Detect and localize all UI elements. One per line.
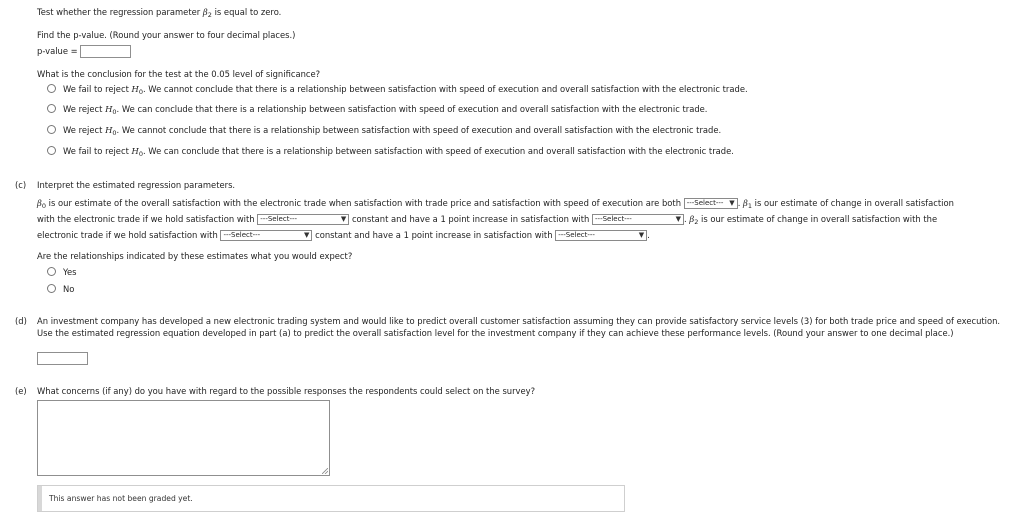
concerns-textarea[interactable] bbox=[37, 400, 330, 476]
option-yes[interactable]: Yes bbox=[47, 267, 77, 277]
conclusion-option-2[interactable]: We reject $H_0$. We can conclude that there is a relationship between satisfaction with speed of execution and overall satisfaction with the electronic trade. bbox=[47, 104, 707, 116]
grading-status-box bbox=[37, 485, 625, 512]
resize-grip-icon[interactable] bbox=[322, 468, 328, 474]
part-d-label: (d) bbox=[15, 316, 27, 326]
chevron-down-icon: ▼ bbox=[304, 231, 310, 239]
part-c-title: Interpret the estimated regression parameters. bbox=[37, 180, 236, 190]
conclusion-option-3[interactable]: We reject $H_0$. We cannot conclude that there is a relationship between satisfaction with speed of execution and overall satisfaction with the electronic trade. bbox=[47, 125, 721, 137]
interpretation-line-3: electronic trade if we hold satisfaction with ---Select--- ▼ constant and have a 1 point increase in satisfaction with ---Select--- ▼ . bbox=[37, 230, 650, 240]
test-instruction: Test whether the regression parameter $\beta_2$ is equal to zero. bbox=[37, 7, 282, 19]
interpretation-line-1: $\beta_0$ is our estimate of the overall satisfaction with the electronic trade when satisfaction with trade price and satisfaction with speed of execution are both ---Select--- ▼ . $\beta_1$ is our estimate of change in overall satisfaction bbox=[37, 198, 954, 210]
radio-button[interactable] bbox=[47, 125, 56, 134]
radio-button[interactable] bbox=[47, 104, 56, 113]
radio-button[interactable] bbox=[47, 284, 56, 293]
status-bar bbox=[38, 486, 42, 511]
chevron-down-icon: ▼ bbox=[340, 215, 347, 223]
chevron-down-icon: ▼ bbox=[729, 199, 735, 207]
part-c-label: (c) bbox=[15, 180, 27, 190]
conclusion-question: What is the conclusion for the test at the 0.05 level of significance? bbox=[37, 69, 321, 79]
pvalue-row bbox=[37, 45, 131, 58]
part-e-question: What concerns (if any) do you have with regard to the possible responses the respondents could select on the survey? bbox=[37, 386, 536, 396]
prediction-input[interactable] bbox=[37, 352, 88, 365]
conclusion-option-1[interactable]: We fail to reject $H_0$. We cannot conclude that there is a relationship between satisfaction with speed of execution and overall satisfaction with the electronic trade. bbox=[47, 84, 748, 96]
part-d-question: An investment company has developed a new electronic trading system and would like to predict overall customer satisfaction assuming they can provide satisfactory service levels (3) for both trade price and speed of execution. Use the estimated regression equation developed in part (a) to predict the overall satisfaction level for the investment company if they can achieve these performance levels. (Round your answer to one decimal place.) bbox=[37, 316, 1001, 338]
pvalue-instruction: Find the p-value. (Round your answer to four decimal places.) bbox=[37, 30, 296, 40]
select-b1-increase[interactable]: ---Select--- ▼ bbox=[592, 214, 684, 225]
radio-button[interactable] bbox=[47, 84, 56, 93]
radio-button[interactable] bbox=[47, 267, 56, 276]
select-b1-hold[interactable]: ---Select--- ▼ bbox=[257, 214, 349, 225]
part-e-label: (e) bbox=[15, 386, 27, 396]
interpretation-line-2: with the electronic trade if we hold satisfaction with ---Select--- ▼ constant and have a 1 point increase in satisfaction with ---Select--- ▼ . $\beta_2$ is our estimate of change in overall satisfaction with the bbox=[37, 214, 938, 226]
chevron-down-icon: ▼ bbox=[638, 231, 645, 239]
pvalue-input[interactable] bbox=[80, 45, 131, 58]
expectation-question: Are the relationships indicated by these estimates what you would expect? bbox=[37, 251, 353, 261]
chevron-down-icon: ▼ bbox=[675, 215, 682, 223]
grading-status-text: This answer has not been graded yet. bbox=[49, 494, 193, 503]
select-both-level[interactable]: ---Select--- ▼ bbox=[684, 198, 738, 209]
conclusion-option-4[interactable]: We fail to reject $H_0$. We can conclude that there is a relationship between satisfaction with speed of execution and overall satisfaction with the electronic trade. bbox=[47, 146, 734, 158]
select-b2-hold[interactable]: ---Select--- ▼ bbox=[220, 230, 312, 241]
radio-button[interactable] bbox=[47, 146, 56, 155]
pvalue-label: p-value = bbox=[37, 46, 78, 56]
select-b2-increase[interactable]: ---Select--- ▼ bbox=[555, 230, 647, 241]
option-no[interactable]: No bbox=[47, 284, 74, 294]
